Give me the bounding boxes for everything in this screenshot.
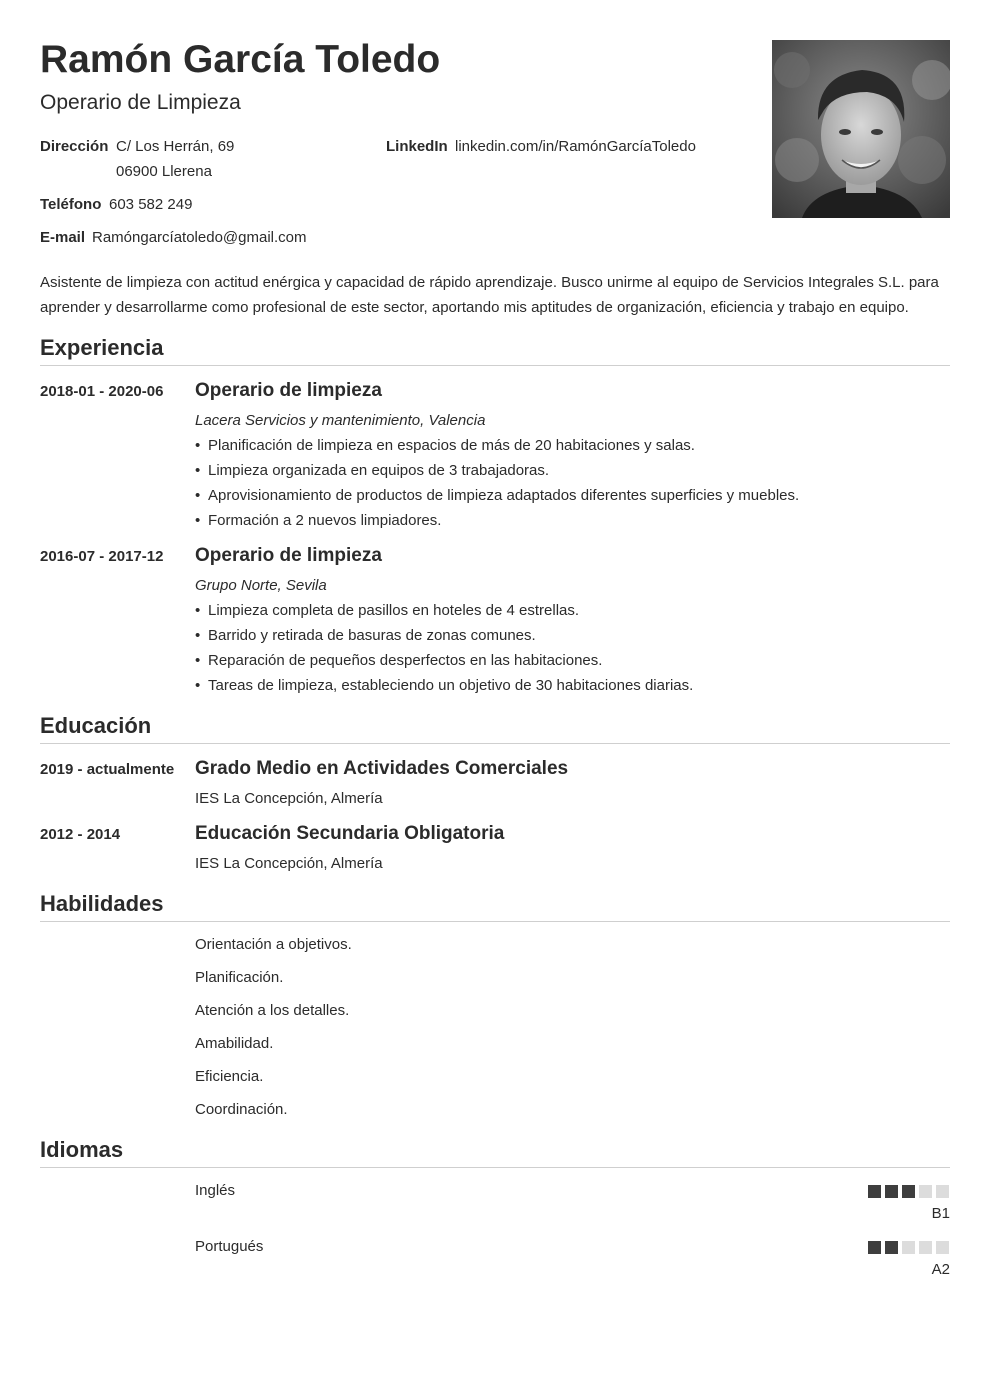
- experience-title: Operario de limpieza: [195, 380, 382, 401]
- level-square-filled: [902, 1185, 915, 1198]
- education-school: IES La Concepción, Almería: [195, 855, 383, 872]
- profile-photo: [772, 40, 950, 218]
- level-square-filled: [868, 1241, 881, 1254]
- skill-item: Eficiencia.: [195, 1068, 264, 1085]
- level-square-empty: [936, 1241, 949, 1254]
- skill-item: Amabilidad.: [195, 1035, 274, 1052]
- language-level: A2: [931, 1261, 950, 1278]
- level-square-filled: [885, 1241, 898, 1254]
- linkedin-value[interactable]: linkedin.com/in/RamónGarcíaToledo: [455, 138, 696, 155]
- address-line1: C/ Los Herrán, 69: [116, 138, 235, 155]
- skill-item: Planificación.: [195, 969, 284, 986]
- education-divider: [40, 743, 950, 744]
- language-level-indicator: [868, 1185, 950, 1198]
- experience-bullet: • Limpieza completa de pasillos en hoteles de 4 estrellas.: [195, 602, 580, 619]
- experience-company: Lacera Servicios y mantenimiento, Valencia: [195, 412, 486, 429]
- level-square-empty: [936, 1185, 949, 1198]
- experience-dates: 2018-01 - 2020-06: [40, 383, 164, 400]
- language-name: Portugués: [195, 1238, 264, 1255]
- professional-summary: Asistente de limpieza con actitud enérgica y capacidad de rápido aprendizaje. Busco unirme al equipo de Servicios Integrales S.L. para aprender y desarrollarme como profesional de este sector, aportando mis aptitudes de organización, eficiencia y trabajo en equipo.: [40, 274, 939, 316]
- experience-heading: Experiencia: [40, 335, 164, 360]
- address-line2: 06900 Llerena: [116, 163, 212, 180]
- languages-divider: [40, 1167, 950, 1168]
- skills-divider: [40, 921, 950, 922]
- experience-divider: [40, 365, 950, 366]
- level-square-filled: [868, 1185, 881, 1198]
- candidate-name: Ramón García Toledo: [40, 38, 441, 81]
- skill-item: Coordinación.: [195, 1101, 288, 1118]
- level-square-empty: [902, 1241, 915, 1254]
- language-level-indicator: [868, 1241, 950, 1254]
- experience-title: Operario de limpieza: [195, 545, 382, 566]
- level-square-empty: [919, 1185, 932, 1198]
- education-title: Grado Medio en Actividades Comerciales: [195, 758, 569, 779]
- experience-bullet: • Barrido y retirada de basuras de zonas comunes.: [195, 627, 536, 644]
- language-name: Inglés: [195, 1182, 236, 1199]
- email-value[interactable]: Ramóngarcíatoledo@gmail.com: [92, 229, 307, 246]
- skill-item: Orientación a objetivos.: [195, 936, 352, 953]
- experience-bullet: • Formación a 2 nuevos limpiadores.: [195, 512, 442, 529]
- portrait-image: [772, 40, 950, 218]
- languages-heading: Idiomas: [40, 1137, 124, 1162]
- education-heading: Educación: [40, 713, 152, 738]
- experience-bullet: • Reparación de pequeños desperfectos en las habitaciones.: [195, 652, 603, 669]
- education-school: IES La Concepción, Almería: [195, 790, 383, 807]
- linkedin-label: LinkedIn: [386, 138, 448, 155]
- phone-value: 603 582 249: [109, 196, 193, 213]
- experience-bullet: • Tareas de limpieza, estableciendo un objetivo de 30 habitaciones diarias.: [195, 677, 694, 694]
- skill-item: Atención a los detalles.: [195, 1002, 350, 1019]
- language-level: B1: [931, 1205, 950, 1222]
- email-label: E-mail: [40, 229, 86, 246]
- experience-bullet: • Planificación de limpieza en espacios de más de 20 habitaciones y salas.: [195, 437, 695, 454]
- phone-label: Teléfono: [40, 196, 102, 213]
- level-square-filled: [885, 1185, 898, 1198]
- skills-heading: Habilidades: [40, 891, 164, 916]
- level-square-empty: [919, 1241, 932, 1254]
- address-label: Dirección: [40, 138, 109, 155]
- education-title: Educación Secundaria Obligatoria: [195, 823, 505, 844]
- experience-bullet: • Aprovisionamiento de productos de limpieza adaptados diferentes superficies y muebles.: [195, 487, 800, 504]
- education-dates: 2012 - 2014: [40, 826, 121, 843]
- job-title: Operario de Limpieza: [40, 91, 241, 114]
- experience-company: Grupo Norte, Sevila: [195, 577, 327, 594]
- experience-bullet: • Limpieza organizada en equipos de 3 trabajadoras.: [195, 462, 550, 479]
- education-dates: 2019 - actualmente: [40, 761, 175, 778]
- resume-page: [40, 0, 950, 1400]
- experience-dates: 2016-07 - 2017-12: [40, 548, 164, 565]
